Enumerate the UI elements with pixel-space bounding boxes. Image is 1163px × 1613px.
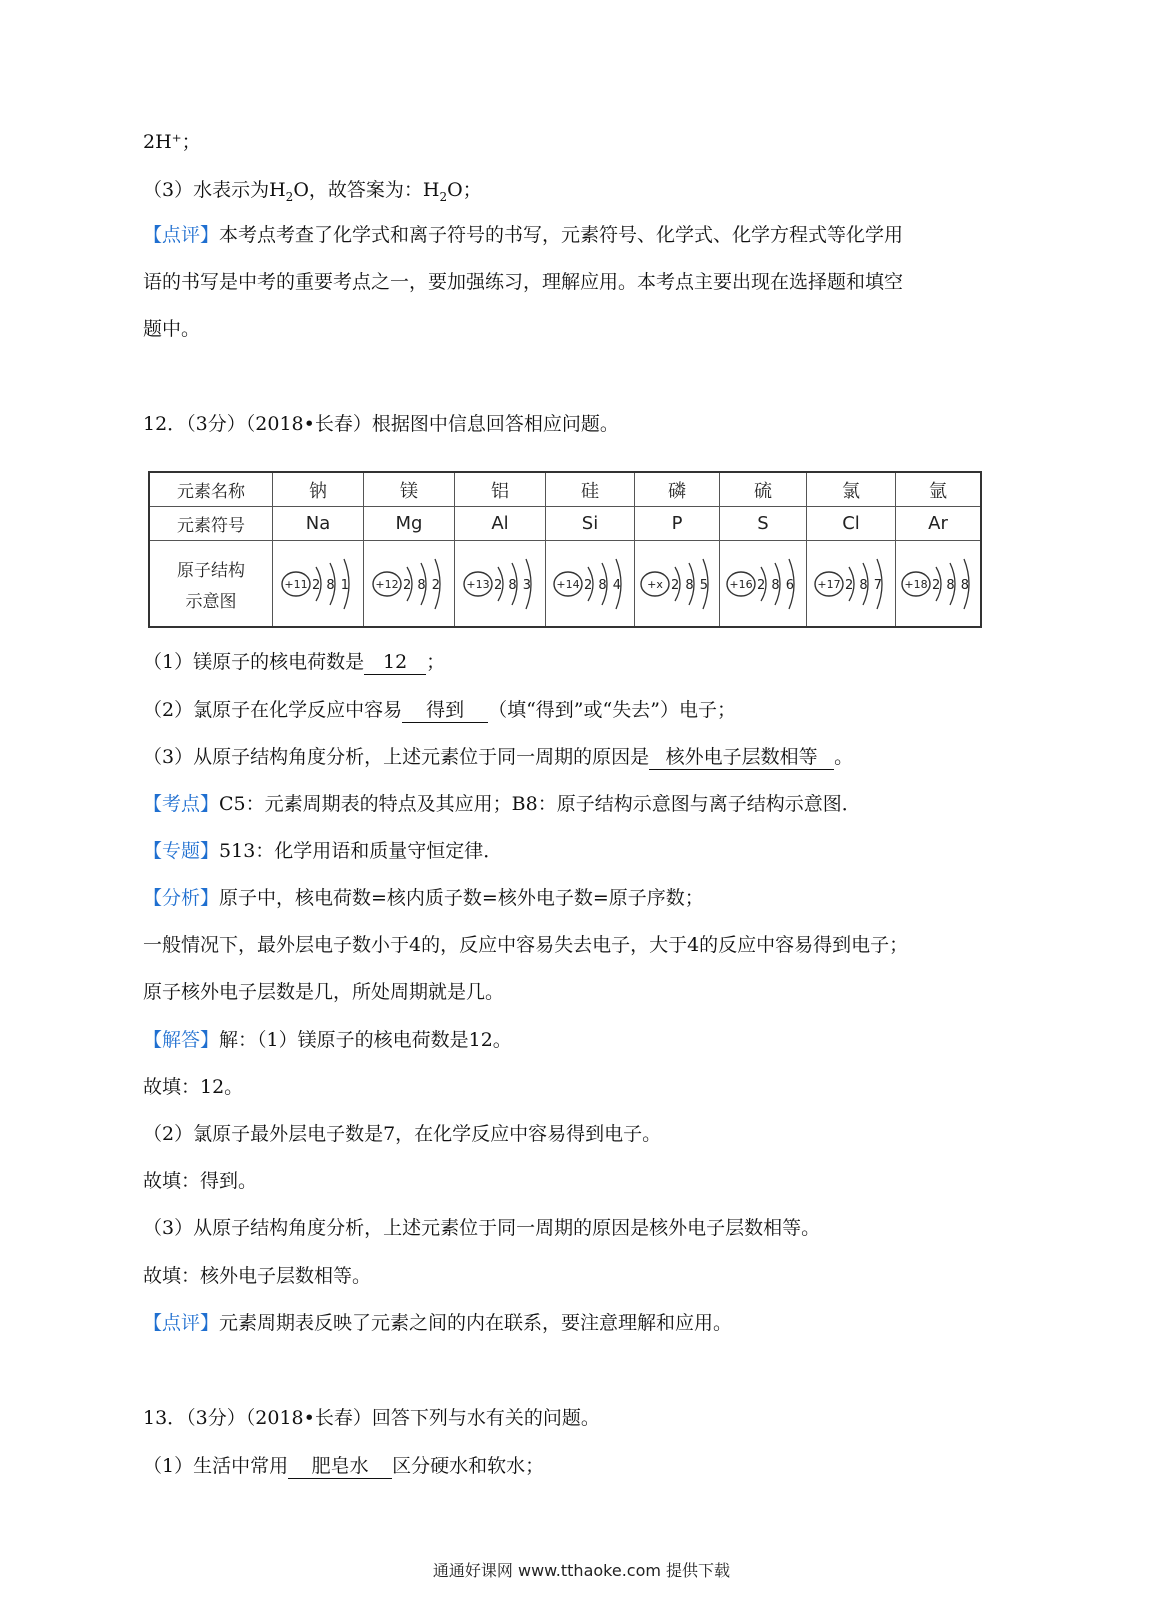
- element-name: 硅: [546, 472, 635, 507]
- element-name: 氩: [896, 472, 982, 507]
- text-line: 语的书写是中考的重要考点之一，要加强练习，理解应用。本考点主要出现在选择题和填空: [143, 271, 904, 293]
- dianping-tag: 【点评】: [143, 1312, 220, 1334]
- element-name: 镁: [364, 472, 455, 507]
- jieda-tag: 【解答】: [143, 1029, 220, 1051]
- electron-count: 2 8 4: [584, 577, 623, 593]
- nucleus-charge: +x: [647, 577, 663, 591]
- text-line: （2）氯原子最外层电子数是7，在化学反应中容易得到电子。: [143, 1123, 662, 1145]
- answer-blank: 得到: [402, 698, 488, 723]
- electron-count: 2 8 8: [932, 577, 971, 593]
- text-line: （3）从原子结构角度分析，上述元素位于同一周期的原因是核外电子层数相等。: [143, 1217, 821, 1239]
- atom-structure-diagram: [637, 549, 717, 619]
- text-line: 题中。: [143, 318, 201, 340]
- atom-diagram: [720, 541, 807, 628]
- question-13-title: 13．（3分）（2018•长春）回答下列与水有关的问题。: [143, 1407, 600, 1429]
- kaodian-tag: 【考点】: [143, 793, 220, 815]
- atom-diagram: [807, 541, 896, 628]
- nucleus-charge: +16: [729, 577, 753, 591]
- answer-blank: 肥皂水: [288, 1454, 392, 1479]
- question-12-part-3: （3）从原子结构角度分析，上述元素位于同一周期的原因是 核外电子层数相等 。: [143, 746, 854, 768]
- kaodian-line: 【考点】C5：元素周期表的特点及其应用；B8：原子结构示意图与离子结构示意图．: [143, 793, 861, 815]
- electron-count: 2 8 2: [403, 577, 442, 593]
- element-table: [148, 471, 982, 628]
- electron-count: 2 8 1: [312, 577, 351, 593]
- atom-structure-diagram: [369, 549, 449, 619]
- element-symbol: S: [720, 507, 807, 541]
- jieda-line: 【解答】解：（1）镁原子的核电荷数是12。: [143, 1029, 512, 1051]
- atom-diagram: [635, 541, 720, 628]
- element-name: 磷: [635, 472, 720, 507]
- footer-credit: 通通好课网 www.tthaoke.com 提供下载: [432, 1561, 731, 1580]
- atom-diagram: [896, 541, 982, 628]
- element-symbol: Na: [273, 507, 364, 541]
- question-12-title: 12．（3分）（2018•长春）根据图中信息回答相应问题。: [143, 413, 619, 435]
- text-line: 故填：得到。: [143, 1170, 258, 1192]
- zhuanti-tag: 【专题】: [143, 840, 220, 862]
- row-header: 元素符号: [149, 507, 273, 541]
- electron-count: 2 8 6: [757, 577, 796, 593]
- atom-structure-diagram: [898, 549, 978, 619]
- atom-diagram: [546, 541, 635, 628]
- electron-count: 2 8 3: [494, 577, 533, 593]
- text-line: 2H⁺；: [143, 131, 201, 153]
- element-symbol-row: [149, 507, 981, 541]
- element-symbol: Si: [546, 507, 635, 541]
- atom-diagram: [273, 541, 364, 628]
- element-symbol: Cl: [807, 507, 896, 541]
- text-line: （3）水表示为$H_2O$，故答案为：$H_2O$；: [143, 179, 482, 204]
- nucleus-charge: +18: [904, 577, 928, 591]
- atom-diagram: [364, 541, 455, 628]
- row-header: 元素名称: [149, 472, 273, 507]
- row-header: 原子结构 示意图: [149, 541, 273, 628]
- comment-line: 【点评】本考点考查了化学式和离子符号的书写，元素符号、化学式、化学方程式等化学用: [143, 224, 904, 246]
- nucleus-charge: +14: [556, 577, 580, 591]
- atom-structure-diagram: [811, 549, 891, 619]
- nucleus-charge: +13: [466, 577, 490, 591]
- element-name: 铝: [455, 472, 546, 507]
- answer-blank: 12: [364, 650, 426, 675]
- atom-structure-row: [149, 541, 981, 628]
- nucleus-charge: +12: [375, 577, 399, 591]
- atom-structure-diagram: [460, 549, 540, 619]
- element-symbol: Ar: [896, 507, 982, 541]
- atom-diagram: [455, 541, 546, 628]
- question-12-part-2: （2）氯原子在化学反应中容易 得到 （填“得到”或“失去”）电子；: [143, 699, 736, 721]
- element-name: 硫: [720, 472, 807, 507]
- comment-tag: 【点评】: [143, 224, 220, 246]
- element-symbol: Al: [455, 507, 546, 541]
- text-line: 原子核外电子层数是几，所处周期就是几。: [143, 981, 505, 1003]
- fenxi-tag: 【分析】: [143, 887, 220, 909]
- nucleus-charge: +17: [817, 577, 841, 591]
- electron-count: 2 8 5: [671, 577, 710, 593]
- element-symbol: Mg: [364, 507, 455, 541]
- element-name-row: [149, 472, 981, 507]
- electron-count: 2 8 7: [845, 577, 884, 593]
- answer-blank: 核外电子层数相等: [649, 745, 834, 770]
- element-symbol: P: [635, 507, 720, 541]
- atom-structure-diagram: [278, 549, 358, 619]
- element-name: 氯: [807, 472, 896, 507]
- zhuanti-line: 【专题】513：化学用语和质量守恒定律．: [143, 840, 503, 862]
- text-line: 故填：12。: [143, 1076, 244, 1098]
- nucleus-charge: +11: [284, 577, 308, 591]
- question-12-part-1: （1）镁原子的核电荷数是 12 ；: [143, 651, 446, 673]
- element-name: 钠: [273, 472, 364, 507]
- fenxi-line: 【分析】原子中，核电荷数=核内质子数=核外电子数=原子序数；: [143, 887, 704, 909]
- question-13-part-1: （1）生活中常用 肥皂水 区分硬水和软水；: [143, 1455, 545, 1477]
- atom-structure-diagram: [723, 549, 803, 619]
- atom-structure-diagram: [550, 549, 630, 619]
- text-line: 一般情况下，最外层电子数小于4的，反应中容易失去电子，大于4的反应中容易得到电子；: [143, 934, 909, 956]
- dianping-line: 【点评】元素周期表反映了元素之间的内在联系，要注意理解和应用。: [143, 1312, 733, 1334]
- text-line: 故填：核外电子层数相等。: [143, 1265, 372, 1287]
